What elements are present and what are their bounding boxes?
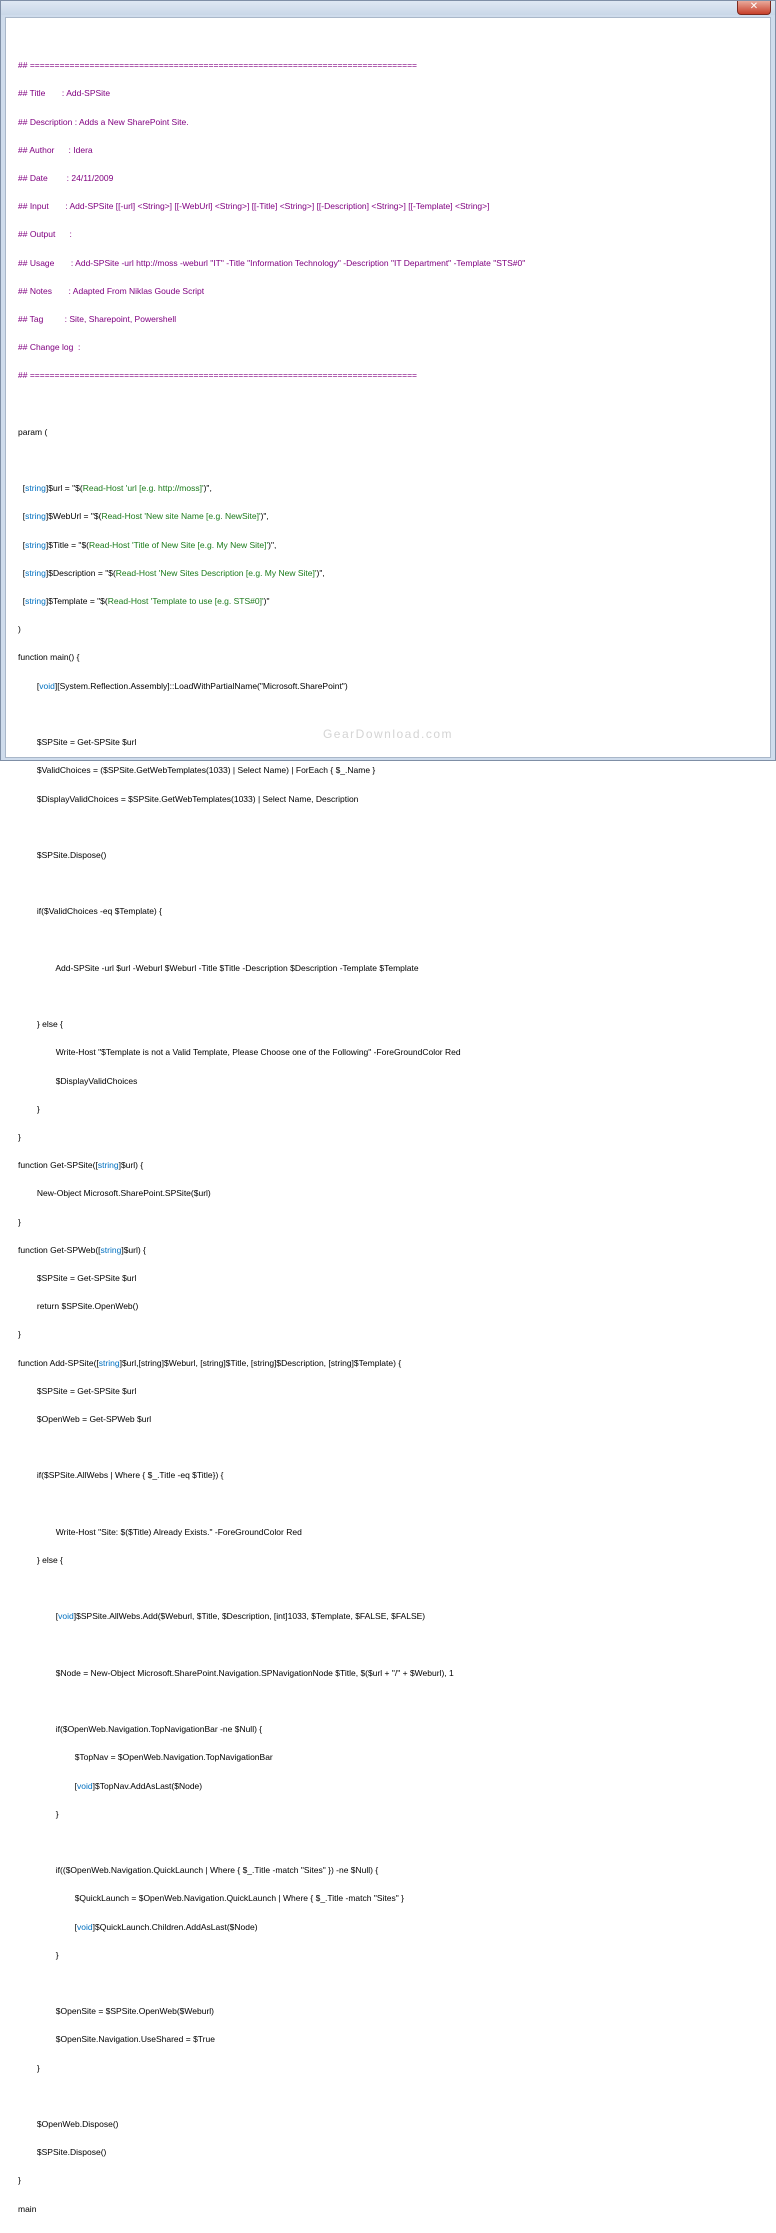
code-line: $QuickLaunch = $OpenWeb.Navigation.QuickLaunch | Where { $_.Title -match "Sites" } bbox=[74, 1893, 404, 1904]
code-line: function Get-SPSite([string]$url) { bbox=[18, 1160, 144, 1171]
script-code bbox=[18, 33, 525, 2233]
code-line: } bbox=[18, 1216, 21, 1227]
comment-line: ## Date : 24/11/2009 bbox=[18, 173, 114, 184]
code-line: $SPSite = Get-SPSite $url bbox=[36, 1385, 137, 1396]
code-line: main bbox=[18, 2203, 37, 2214]
code-line: } bbox=[55, 1949, 59, 1960]
code-line: $OpenWeb = Get-SPWeb $url bbox=[36, 1413, 152, 1424]
param-line: [string]$WebUrl = "$(Read-Host 'New site Name [e.g. NewSite]')", bbox=[18, 511, 269, 522]
code-line: [void]$QuickLaunch.Children.AddAsLast($Node) bbox=[18, 1921, 258, 1932]
code-line: $ValidChoices = ($SPSite.GetWebTemplates(1033) | Select Name) | ForEach { $_.Name } bbox=[36, 765, 376, 776]
code-line: [void]$SPSite.AllWebs.Add($Weburl, $Title, $Description, [int]1033, $Template, $FALSE, $FALSE) bbox=[18, 1611, 426, 1622]
code-line: $OpenSite = $SPSite.OpenWeb($Weburl) bbox=[55, 2006, 215, 2017]
code-line: } bbox=[55, 1808, 59, 1819]
code-line: $OpenSite.Navigation.UseShared = $True bbox=[55, 2034, 215, 2045]
code-line: if($SPSite.AllWebs | Where { $_.Title -eq $Title}) { bbox=[36, 1470, 224, 1481]
code-line: if(($OpenWeb.Navigation.QuickLaunch | Where { $_.Title -match "Sites" }) -ne $Null) { bbox=[55, 1865, 379, 1876]
code-line: } bbox=[36, 2062, 40, 2073]
code-line: function Get-SPWeb([string]$url) { bbox=[18, 1244, 146, 1255]
code-line: } bbox=[36, 1103, 40, 1114]
code-line: } else { bbox=[36, 1554, 63, 1565]
code-line: Add-SPSite -url $url -Weburl $Weburl -Title $Title -Description $Description -Template $Template bbox=[55, 962, 419, 973]
comment-line: ## Title : Add-SPSite bbox=[18, 88, 111, 99]
comment-line: ## ============================================================================== bbox=[18, 370, 417, 381]
comment-line: ## Author : Idera bbox=[18, 144, 93, 155]
code-line: [void]$TopNav.AddAsLast($Node) bbox=[18, 1780, 203, 1791]
comment-line: ## Output : bbox=[18, 229, 72, 240]
code-line: } bbox=[18, 1329, 21, 1340]
code-line: $DisplayValidChoices bbox=[55, 1075, 138, 1086]
param-line: [string]$Title = "$(Read-Host 'Title of New Site [e.g. My New Site]')", bbox=[18, 539, 277, 550]
close-button[interactable] bbox=[737, 1, 771, 15]
code-line: Write-Host "Site: $($Title) Already Exists." -ForeGroundColor Red bbox=[55, 1526, 302, 1537]
title-bar bbox=[1, 1, 775, 15]
code-line: if($OpenWeb.Navigation.TopNavigationBar -ne $Null) { bbox=[55, 1724, 263, 1735]
param-line: [string]$Template = "$(Read-Host 'Template to use [e.g. STS#0]')" bbox=[18, 596, 270, 607]
code-line: } bbox=[18, 1131, 21, 1142]
watermark: GearDownload.com bbox=[322, 727, 454, 741]
code-line: $SPSite = Get-SPSite $url bbox=[36, 1272, 137, 1283]
code-line: New-Object Microsoft.SharePoint.SPSite($url) bbox=[36, 1188, 211, 1199]
code-line: function main() { bbox=[18, 652, 80, 663]
code-line: function Add-SPSite([string]$url,[string]$Weburl, [string]$Title, [string]$Description, [string]$Template) { bbox=[18, 1357, 402, 1368]
param-line: [string]$url = "$(Read-Host 'url [e.g. http://moss]')", bbox=[18, 483, 212, 494]
code-line: return $SPSite.OpenWeb() bbox=[36, 1301, 139, 1312]
code-line: if($ValidChoices -eq $Template) { bbox=[36, 906, 162, 917]
comment-line: ## Input : Add-SPSite [[-url] <String>] [[-WebUrl] <String>] [[-Title] <String>] [[-Description] <String>] [[-Template] <String>] bbox=[18, 201, 490, 212]
comment-line: ## Notes : Adapted From Niklas Goude Script bbox=[18, 285, 205, 296]
code-line: $SPSite.Dispose() bbox=[36, 849, 107, 860]
code-line: Write-Host "$Template is not a Valid Template, Please Choose one of the Following" -ForeGroundColor Red bbox=[55, 1047, 461, 1058]
code-pane[interactable] bbox=[5, 17, 771, 2214]
code-line: $OpenWeb.Dispose() bbox=[36, 2119, 119, 2130]
code-line: $TopNav = $OpenWeb.Navigation.TopNavigationBar bbox=[74, 1752, 273, 1763]
comment-line: ## Change log : bbox=[18, 342, 81, 353]
code-line: $Node = New-Object Microsoft.SharePoint.Navigation.SPNavigationNode $Title, $($url + "/" + $Weburl), 1 bbox=[55, 1667, 454, 1678]
code-line: [void][System.Reflection.Assembly]::LoadWithPartialName("Microsoft.SharePoint") bbox=[18, 680, 348, 691]
close-icon: ✕ bbox=[749, 1, 759, 12]
comment-line: ## Usage : Add-SPSite -url http://moss -weburl "IT" -Title "Information Technology" -Description "IT Department" -Template "STS#0" bbox=[18, 257, 526, 268]
comment-line: ## ============================================================================== bbox=[18, 60, 417, 71]
code-line: param ( bbox=[18, 426, 48, 437]
code-line: ) bbox=[18, 624, 21, 635]
comment-line: ## Description : Adds a New SharePoint Site. bbox=[18, 116, 189, 127]
code-line: } bbox=[18, 2175, 21, 2186]
code-line: $DisplayValidChoices = $SPSite.GetWebTemplates(1033) | Select Name, Description bbox=[36, 793, 359, 804]
param-line: [string]$Description = "$(Read-Host 'New Sites Description [e.g. My New Site]')", bbox=[18, 567, 325, 578]
code-line: } else { bbox=[36, 1019, 63, 1030]
code-line: $SPSite.Dispose() bbox=[36, 2147, 107, 2158]
code-line: $SPSite = Get-SPSite $url bbox=[36, 737, 137, 748]
comment-line: ## Tag : Site, Sharepoint, Powershell bbox=[18, 314, 177, 325]
